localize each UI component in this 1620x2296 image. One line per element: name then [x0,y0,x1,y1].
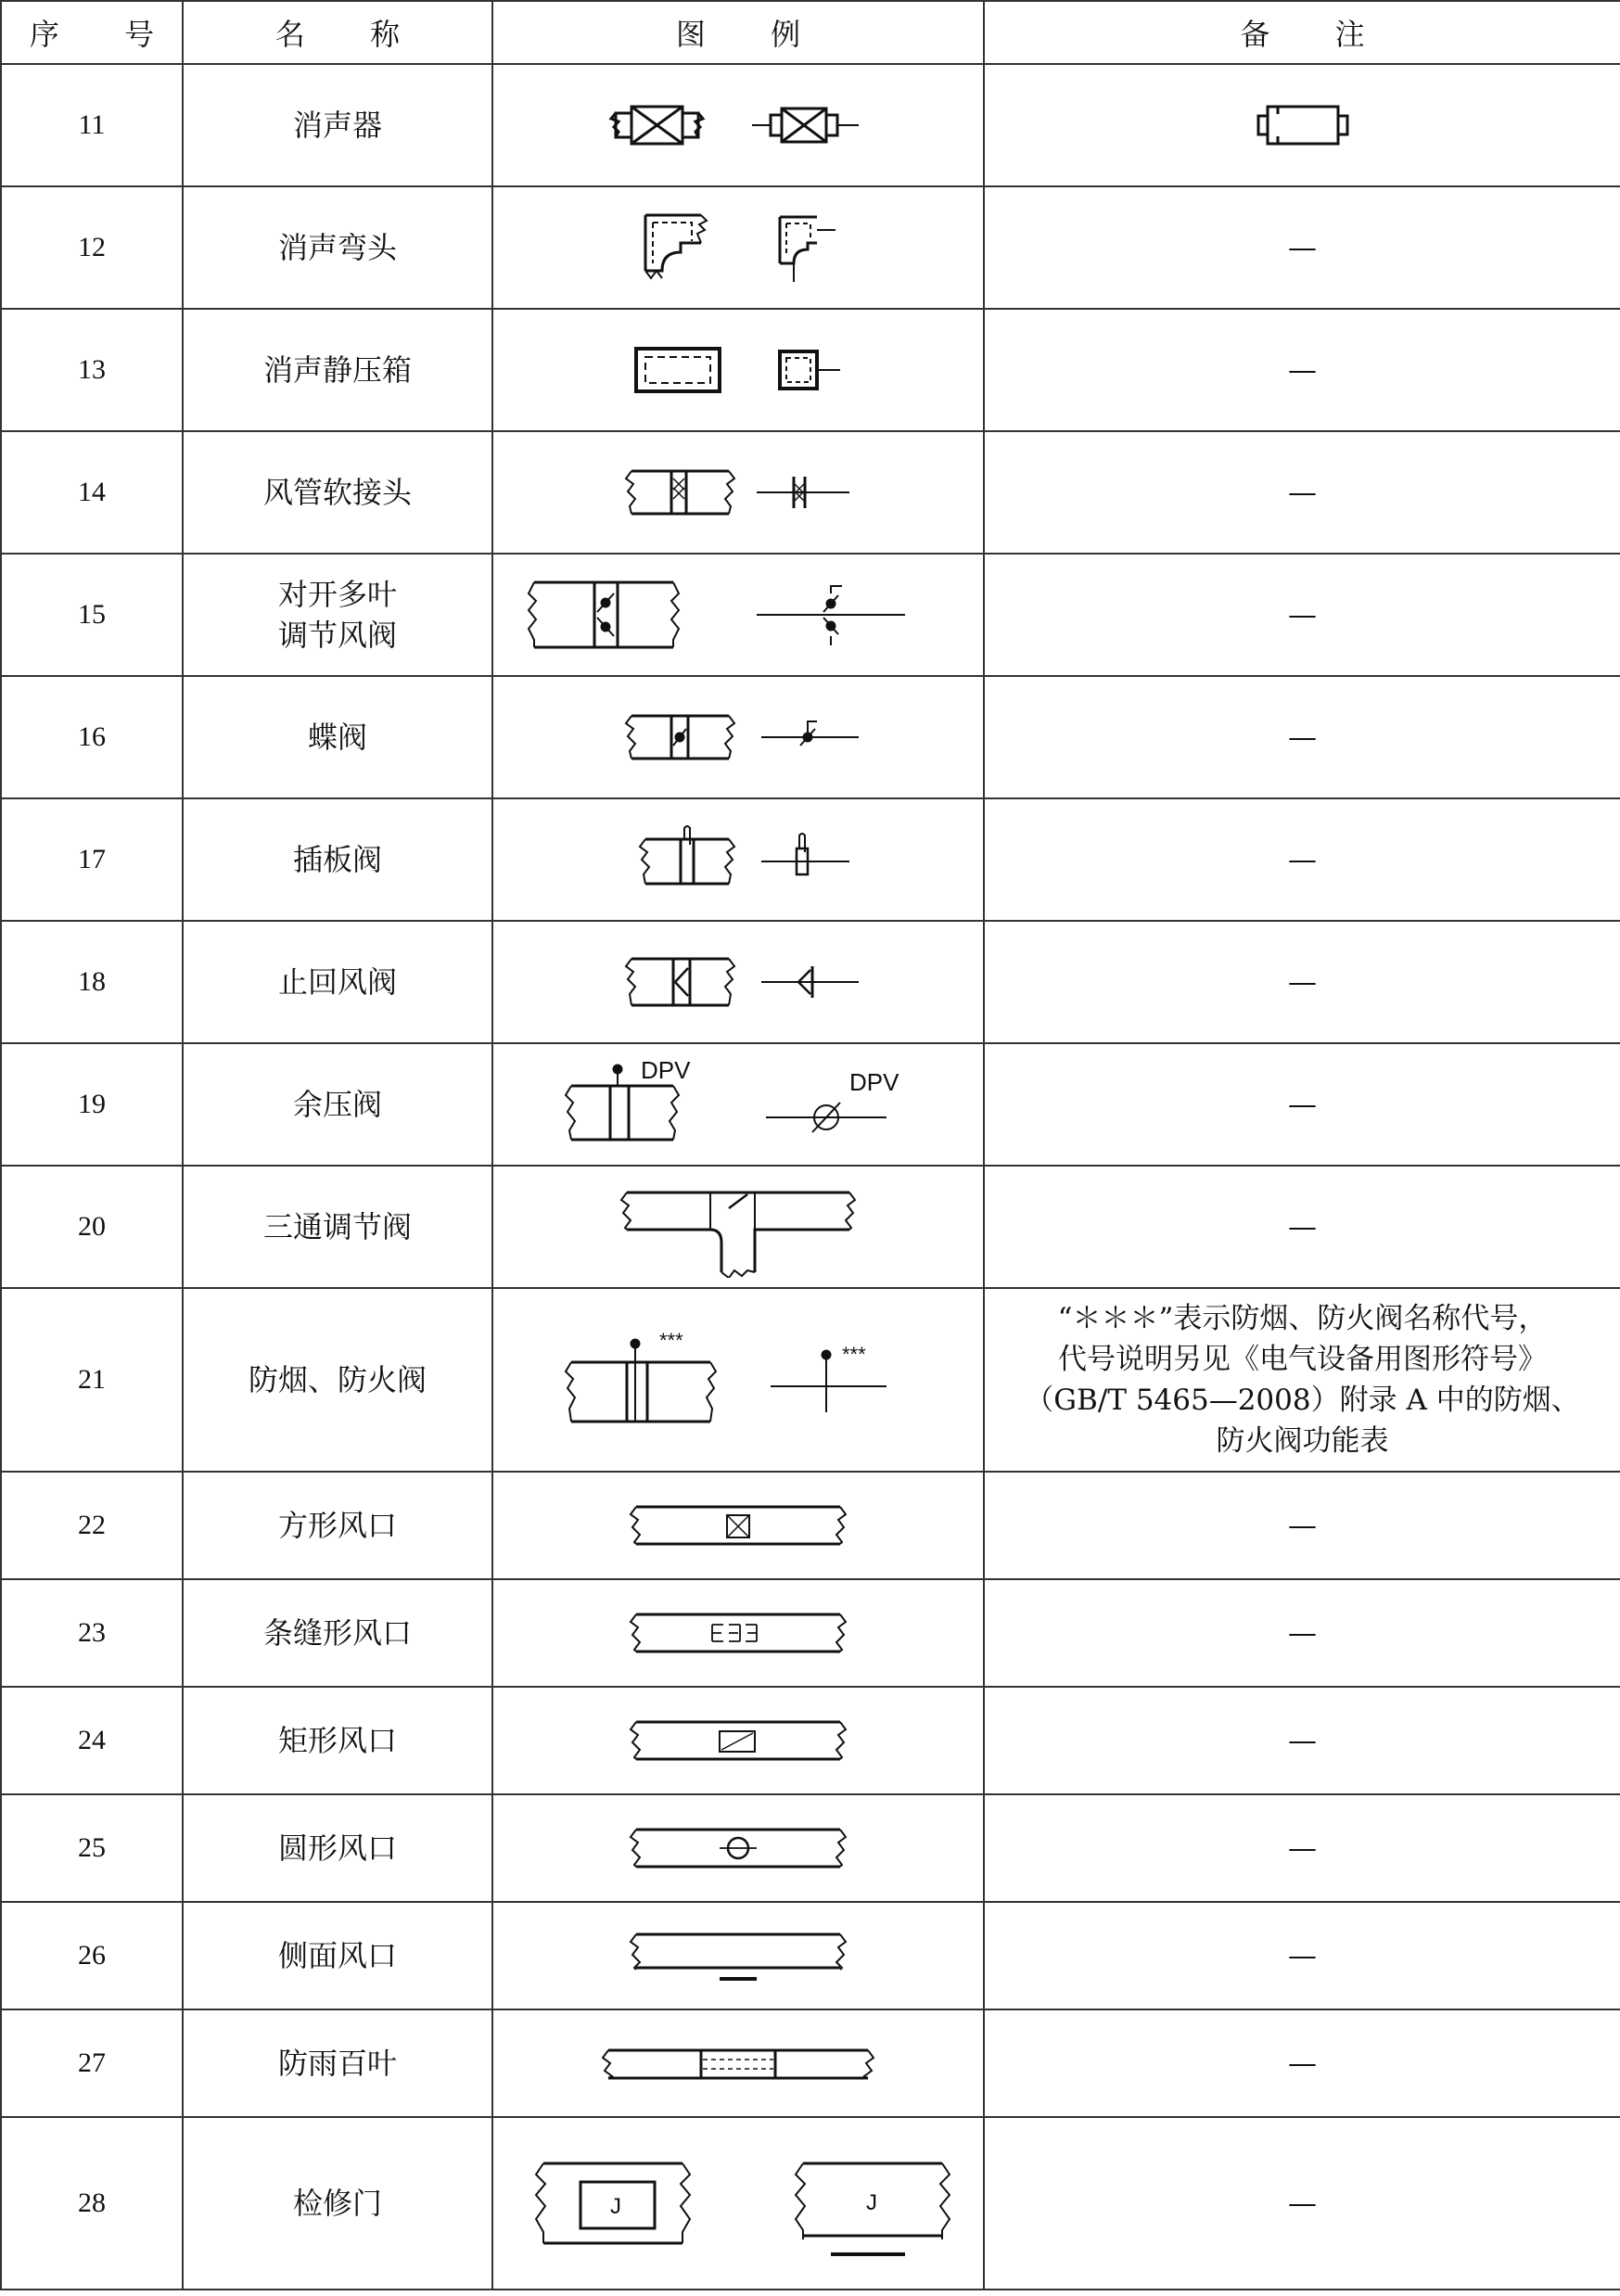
row-name: 三通调节阀 [183,1166,492,1288]
row-name: 消声器 [183,64,492,186]
row-name: 消声静压箱 [183,309,492,431]
slide-gate-valve-symbol [618,823,859,897]
table-row [1,186,1620,309]
legend-cell [492,186,984,309]
row-name: 侧面风口 [183,1902,492,2009]
silencer-remark-symbol [1252,97,1354,153]
door-label-a: J [610,2194,621,2219]
row-number: 21 [1,1288,183,1472]
relief-valve-symbol [553,1058,924,1151]
row-name: 风管软接头 [183,431,492,554]
row-remark: — [984,676,1620,798]
header-remark: 备 注 [984,1,1620,64]
row-remark: — [984,1043,1620,1166]
opposed-blade-damper-symbol [525,573,951,657]
table-row [1,1902,1620,2009]
table-row [1,2009,1620,2117]
legend-cell [492,1288,984,1472]
row-number: 17 [1,798,183,921]
row-name: 余压阀 [183,1043,492,1166]
rain-louver-symbol [590,2035,887,2091]
row-remark: — [984,1579,1620,1687]
dpv-label-a: DPV [641,1058,691,1084]
table-row [1,2117,1620,2290]
row-remark: — [984,2009,1620,2117]
row-number: 20 [1,1166,183,1288]
table-row [1,1794,1620,1902]
legend-cell [492,431,984,554]
row-name: 条缝形风口 [183,1579,492,1687]
check-damper-symbol [608,950,868,1014]
door-label-b: J [866,2190,877,2215]
table-row [1,1687,1620,1794]
remark-cell [984,1288,1620,1472]
remark-line: “＊＊＊”表示防烟、防火阀名称代号， [1057,1302,1548,1335]
code-label-b: *** [842,1343,866,1366]
row-number: 23 [1,1579,183,1687]
access-door-symbol [506,2143,970,2264]
table-row [1,1579,1620,1687]
row-number: 24 [1,1687,183,1794]
side-outlet-symbol [618,1923,859,1988]
row-name: 圆形风口 [183,1794,492,1902]
row-number: 28 [1,2117,183,2290]
table-row [1,921,1620,1043]
row-name: 止回风阀 [183,921,492,1043]
fire-smoke-damper-symbol [553,1329,924,1431]
row-number: 22 [1,1472,183,1579]
row-remark: — [984,186,1620,309]
legend-cell [492,1472,984,1579]
row-remark: — [984,1166,1620,1288]
table-row [1,554,1620,676]
legend-cell [492,1902,984,2009]
row-name: 防雨百叶 [183,2009,492,2117]
row-name: 方形风口 [183,1472,492,1579]
code-label-a: *** [659,1329,683,1352]
header-index: 序 号 [1,1,183,64]
table-row [1,309,1620,431]
legend-cell [492,1687,984,1794]
silencer-elbow-symbol [618,206,859,289]
row-number: 13 [1,309,183,431]
table-row [1,1472,1620,1579]
row-name: 蝶阀 [183,676,492,798]
row-name: 检修门 [183,2117,492,2290]
table-row [1,798,1620,921]
row-remark: — [984,431,1620,554]
legend-cell [492,921,984,1043]
row-number: 16 [1,676,183,798]
table-row [1,1166,1620,1288]
row-remark: — [984,1794,1620,1902]
header-row [1,1,1620,64]
row-number: 19 [1,1043,183,1166]
legend-cell [492,1043,984,1166]
legend-cell [492,64,984,186]
table-row [1,431,1620,554]
round-outlet-symbol [618,1816,859,1881]
row-name: 消声弯头 [183,186,492,309]
legend-cell [492,676,984,798]
butterfly-valve-symbol [608,705,868,770]
slot-outlet-symbol [618,1601,859,1665]
row-remark: — [984,1687,1620,1794]
remark-line: （GB/T 5465—2008）附录 A 中的防烟、 [1025,1384,1580,1417]
row-remark: — [984,2117,1620,2290]
legend-cell [492,1579,984,1687]
legend-cell [492,1166,984,1288]
table-row [1,64,1620,186]
legend-cell [492,798,984,921]
square-outlet-symbol [618,1493,859,1558]
row-remark: — [984,1902,1620,2009]
row-remark: — [984,554,1620,676]
row-number: 27 [1,2009,183,2117]
row-remark: — [984,921,1620,1043]
remark-line: 防火阀功能表 [1216,1424,1389,1458]
row-number: 25 [1,1794,183,1902]
legend-cell [492,2117,984,2290]
legend-cell [492,309,984,431]
row-name-line2: 调节风阀 [277,618,397,653]
row-number: 11 [1,64,183,186]
header-legend: 图 例 [492,1,984,64]
row-remark: — [984,309,1620,431]
row-number: 12 [1,186,183,309]
table-row [1,676,1620,798]
table-row [1,1288,1620,1472]
legend-cell [492,2009,984,2117]
row-number: 15 [1,554,183,676]
row-name: 矩形风口 [183,1687,492,1794]
row-number: 14 [1,431,183,554]
tee-regulating-valve-symbol [608,1176,868,1278]
remark-cell [984,64,1620,186]
row-number: 18 [1,921,183,1043]
row-remark: — [984,798,1620,921]
silencer-symbol [599,93,877,158]
row-remark: — [984,1472,1620,1579]
header-name: 名 称 [183,1,492,64]
flexible-connector-symbol [608,460,868,525]
remark-line: 代号说明另见《电气设备用图形符号》 [1058,1343,1547,1376]
rectangular-outlet-symbol [618,1708,859,1773]
row-name: 插板阀 [183,798,492,921]
row-name [183,554,492,676]
legend-cell [492,1794,984,1902]
row-number: 26 [1,1902,183,2009]
row-name-line1: 对开多叶 [277,577,397,612]
dpv-label-b: DPV [849,1068,899,1096]
legend-cell [492,554,984,676]
silencer-plenum-symbol [608,338,868,402]
row-name: 防烟、防火阀 [183,1288,492,1472]
table-row [1,1043,1620,1166]
